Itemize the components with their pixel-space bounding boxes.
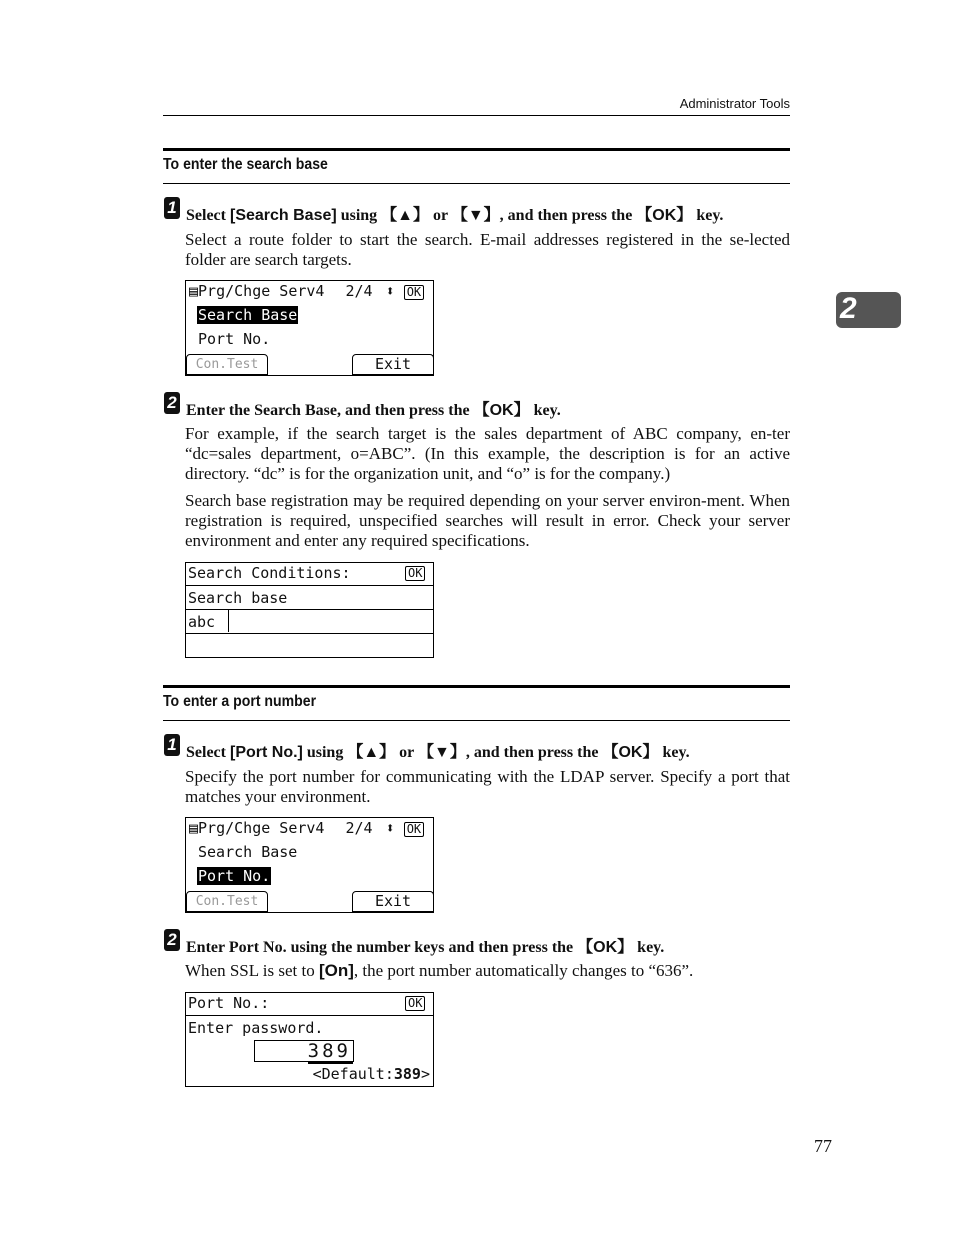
section-title: To enter the search base [163,156,328,173]
up-key: 【▲】 [347,744,396,761]
header-rule [163,115,790,116]
screen-title: Search Conditions: [188,564,351,582]
running-header: Administrator Tools [679,96,790,111]
default-label: <Default: [312,1065,394,1083]
up-key: 【▲】 [381,207,430,224]
section-bottom-rule [163,183,790,184]
row-divider [186,633,433,634]
page-indicator: 2/4 [345,819,373,837]
text-cursor [228,610,229,632]
page-indicator: 2/4 [345,282,373,300]
updown-arrows-icon: ⬍ [385,282,395,300]
chapter-number: 2 [840,292,857,325]
step-number: 2 [164,392,180,414]
menu-item-ref: [Search Base] [229,207,337,224]
ok-key: 【OK】 [636,207,693,224]
field-label: Search base [188,589,288,607]
page-number: 77 [814,1136,832,1156]
port-number-field [254,1040,354,1062]
row-divider [186,1015,433,1016]
section-top-rule [163,685,790,688]
con-test-button: Con.Test [186,891,268,912]
screen-title: Prg/Chge Serv4 [198,819,325,837]
menu-item-search-base: Search Base [198,306,298,324]
section-title: To enter a port number [163,693,317,710]
step-instruction: Enter the Search Base, and then press the 【OK】 key. [186,402,561,419]
step-description: Specify the port number for communicating with the LDAP server. Specify a port that matches your environment. [185,767,790,806]
section-top-rule [163,148,790,151]
lcd-screen-menu [185,817,434,913]
list-icon: ▤ [189,819,199,837]
list-icon: ▤ [189,282,199,300]
step-number: 2 [164,929,180,951]
step-instruction: Select [Port No.] using 【▲】 or 【▼】, and then press the 【OK】 key. [186,744,690,761]
ok-key: 【OK】 [602,744,659,761]
field-value: abc [188,613,216,631]
step-number: 1 [164,197,180,219]
step-description: When SSL is set to [On], the port number automatically changes to “636”. [185,961,694,980]
step-instruction: Enter Port No. using the number keys and then press the 【OK】 key. [186,939,665,956]
down-key: 【▼】 [417,744,466,761]
exit-button: Exit [352,354,434,375]
con-test-button: Con.Test [186,354,268,375]
step-number: 1 [164,734,180,756]
note-paragraph: Search base registration may be required depending on your server environ-ment. When registration is required, unspecified searches will result in error. Check your server environment and enter any required specifications. [185,491,790,550]
row-divider [186,585,433,586]
exit-button: Exit [352,891,434,912]
menu-item-port-no: Port No. [198,330,271,348]
default-close: > [420,1065,430,1083]
menu-item-ref: [Port No.] [229,744,303,761]
lcd-screen-menu [185,280,434,376]
menu-item-port-no: Port No. [198,867,271,885]
row-divider [186,609,433,610]
ok-icon: OK [405,996,425,1011]
example-paragraph: For example, if the search target is the sales department of ABC company, en-ter “dc=sales department, o=ABC”. (In this example, the description is for an active directory. “dc” is for the organization unit, and “o” is for the company.) [185,424,790,483]
lcd-screen-search-conditions [185,562,434,658]
updown-arrows-icon: ⬍ [385,819,395,837]
on-setting-ref: [On] [318,961,354,980]
screen-title: Prg/Chge Serv4 [198,282,325,300]
step-instruction: Select [Search Base] using 【▲】 or 【▼】, and then press the 【OK】 key. [186,207,724,224]
ok-icon: OK [404,822,424,837]
ok-icon: OK [404,285,424,300]
step-description: Select a route folder to start the search. E-mail addresses registered in the se-lected folder are search targets. [185,230,790,269]
prompt-text: Enter password. [188,1019,324,1037]
menu-item-search-base: Search Base [198,843,298,861]
ok-icon: OK [405,566,425,581]
ok-key: 【OK】 [473,402,530,419]
screen-title: Port No.: [188,994,270,1012]
port-number-value: 389 [307,1040,351,1062]
down-key: 【▼】 [451,207,500,224]
section-bottom-rule [163,720,790,721]
lcd-screen-port-no [185,992,434,1087]
chapter-tab [836,292,901,328]
default-value: 389 [393,1065,421,1083]
ok-key: 【OK】 [577,939,634,956]
